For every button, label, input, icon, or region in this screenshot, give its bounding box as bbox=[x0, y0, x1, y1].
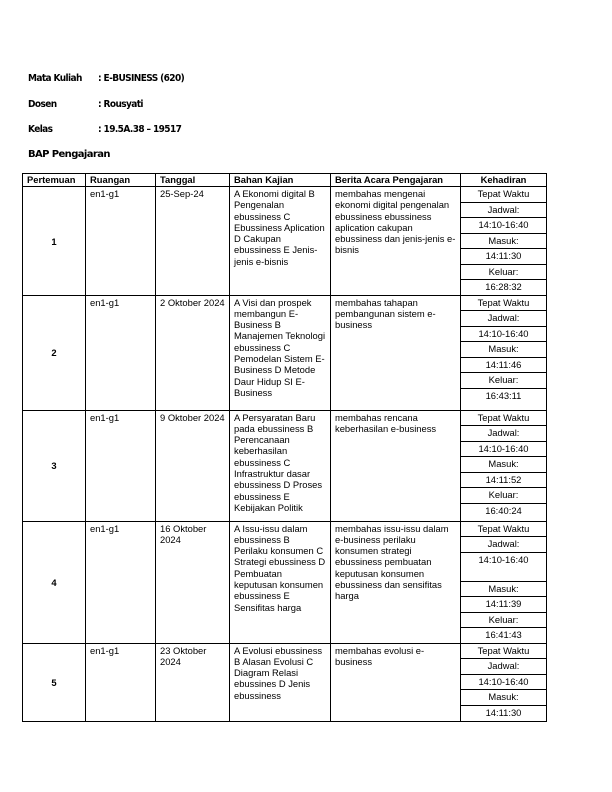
table-header-row bbox=[23, 174, 547, 187]
kehadiran-cell bbox=[461, 410, 547, 521]
table-row bbox=[23, 521, 547, 643]
header-ruangan: Ruangan bbox=[86, 174, 156, 187]
ruangan-cell: en1-g1 bbox=[86, 410, 156, 521]
keluar-label: Keluar: bbox=[461, 613, 546, 629]
bahan-kajian-cell: A Ekonomi digital B Pengenalan ebussiness C Ebussiness Aplication D Cakupan ebussiness E Jenis-jenis e-bisnis bbox=[230, 187, 331, 296]
keluar-label: Keluar: bbox=[461, 265, 546, 281]
ruangan-cell: en1-g1 bbox=[86, 643, 156, 721]
masuk-label: Masuk: bbox=[461, 342, 546, 358]
kehadiran-cell bbox=[461, 521, 547, 643]
pertemuan-number: 3 bbox=[23, 410, 86, 521]
header-pertemuan: Pertemuan bbox=[23, 174, 86, 187]
dosen-value: : Rousyati bbox=[98, 99, 143, 110]
header-kehadiran: Kehadiran bbox=[461, 174, 547, 187]
jadwal-value: 14:10-16:40 bbox=[461, 442, 546, 458]
dosen-label: Dosen bbox=[28, 99, 57, 110]
masuk-label: Masuk: bbox=[461, 457, 546, 473]
berita-acara-cell: membahas rencana keberhasilan e-business bbox=[331, 410, 461, 521]
ruangan-cell: en1-g1 bbox=[86, 187, 156, 296]
header-bahan-kajian: Bahan Kajian bbox=[230, 174, 331, 187]
kelas-value: : 19.5A.38 – 19517 bbox=[98, 124, 182, 135]
tanggal-cell: 23 Oktober 2024 bbox=[156, 643, 230, 721]
ruangan-cell: en1-g1 bbox=[86, 295, 156, 410]
keluar-value: 16:43:11 bbox=[485, 389, 522, 401]
mata-kuliah-value: : E-BUSINESS (620) bbox=[98, 73, 185, 84]
pertemuan-number: 2 bbox=[23, 295, 86, 410]
table-row bbox=[23, 410, 547, 521]
mata-kuliah-label: Mata Kuliah bbox=[28, 73, 82, 84]
kehadiran-cell bbox=[461, 643, 547, 721]
masuk-value: 14:11:46 bbox=[461, 358, 546, 374]
bap-table bbox=[22, 173, 547, 722]
jadwal-value: 14:10-16:40 bbox=[461, 675, 546, 691]
masuk-label: Masuk: bbox=[461, 690, 546, 706]
table-row bbox=[23, 295, 547, 410]
header-tanggal: Tanggal bbox=[156, 174, 230, 187]
keluar-label: Keluar: bbox=[461, 488, 546, 504]
info-kelas bbox=[28, 124, 181, 135]
keluar-label: Keluar: bbox=[461, 373, 546, 389]
jadwal-label: Jadwal: bbox=[461, 537, 546, 553]
pertemuan-number: 5 bbox=[23, 643, 86, 721]
bahan-kajian-cell: A Visi dan prospek membangun E-Business B Manajemen Teknologi ebussiness C Pemodelan Sistem E- Business D Metode Daur Hidup SI E- Business bbox=[230, 295, 331, 410]
jadwal-value: 14:10-16:40 bbox=[461, 218, 546, 234]
bahan-kajian-cell: A Persyaratan Baru pada ebussiness B Perencanaan keberhasilan ebussiness C Infrastruktur dasar ebussiness D Proses ebussiness E Kebijakan Politik bbox=[230, 410, 331, 521]
kehadiran-status: Tepat Waktu bbox=[461, 522, 546, 538]
jadwal-label: Jadwal: bbox=[461, 426, 546, 442]
kehadiran-status: Tepat Waktu bbox=[461, 411, 546, 427]
tanggal-cell: 2 Oktober 2024 bbox=[156, 295, 230, 410]
masuk-value: 14:11:30 bbox=[485, 706, 522, 718]
ruangan-cell: en1-g1 bbox=[86, 521, 156, 643]
info-dosen bbox=[28, 99, 143, 110]
kehadiran-cell bbox=[461, 295, 547, 410]
jadwal-label: Jadwal: bbox=[461, 659, 546, 675]
jadwal-label: Jadwal: bbox=[461, 203, 546, 219]
tanggal-cell: 9 Oktober 2024 bbox=[156, 410, 230, 521]
jadwal-label: Jadwal: bbox=[461, 311, 546, 327]
jadwal-value: 14:10-16:40 bbox=[461, 327, 546, 343]
bahan-kajian-cell: A Evolusi ebussiness B Alasan Evolusi C Diagram Relasi ebussines D Jenis ebussiness bbox=[230, 643, 331, 721]
kelas-label: Kelas bbox=[28, 124, 53, 135]
keluar-value: 16:28:32 bbox=[485, 281, 522, 292]
berita-acara-cell: membahas evolusi e-business bbox=[331, 643, 461, 721]
bap-title: BAP Pengajaran bbox=[28, 149, 110, 160]
kehadiran-cell bbox=[461, 187, 547, 296]
kehadiran-status: Tepat Waktu bbox=[461, 644, 546, 660]
table-row bbox=[23, 187, 547, 296]
keluar-value: 16:40:24 bbox=[485, 504, 522, 516]
info-mata-kuliah bbox=[28, 73, 184, 84]
bahan-kajian-cell: A Issu-issu dalam ebussiness B Perilaku konsumen C Strategi ebussiness D Pembuatan keputusan konsumen ebussiness E Sensifitas harga bbox=[230, 521, 331, 643]
berita-acara-cell: membahas mengenai ekonomi digital pengenalan ebussiness ebussiness aplication cakupan ebussiness dan jenis-jenis e-bisnis bbox=[331, 187, 461, 296]
masuk-label: Masuk: bbox=[461, 582, 546, 598]
header-berita-acara: Berita Acara Pengajaran bbox=[331, 174, 461, 187]
jadwal-value: 14:10-16:40 bbox=[461, 553, 546, 582]
keluar-value: 16:41:43 bbox=[485, 629, 522, 640]
masuk-value: 14:11:39 bbox=[461, 597, 546, 613]
masuk-label: Masuk: bbox=[461, 234, 546, 250]
pertemuan-number: 4 bbox=[23, 521, 86, 643]
berita-acara-cell: membahas issu-issu dalam e-business perilaku konsumen strategi ebussiness pembuatan keputusan konsumen ebussiness dan sensifitas harga bbox=[331, 521, 461, 643]
kehadiran-status: Tepat Waktu bbox=[461, 187, 546, 203]
masuk-value: 14:11:52 bbox=[461, 473, 546, 489]
kehadiran-status: Tepat Waktu bbox=[461, 296, 546, 312]
tanggal-cell: 25-Sep-24 bbox=[156, 187, 230, 296]
berita-acara-cell: membahas tahapan pembangunan sistem e-business bbox=[331, 295, 461, 410]
pertemuan-number: 1 bbox=[23, 187, 86, 296]
table-row bbox=[23, 643, 547, 721]
tanggal-cell: 16 Oktober 2024 bbox=[156, 521, 230, 643]
masuk-value: 14:11:30 bbox=[461, 249, 546, 265]
